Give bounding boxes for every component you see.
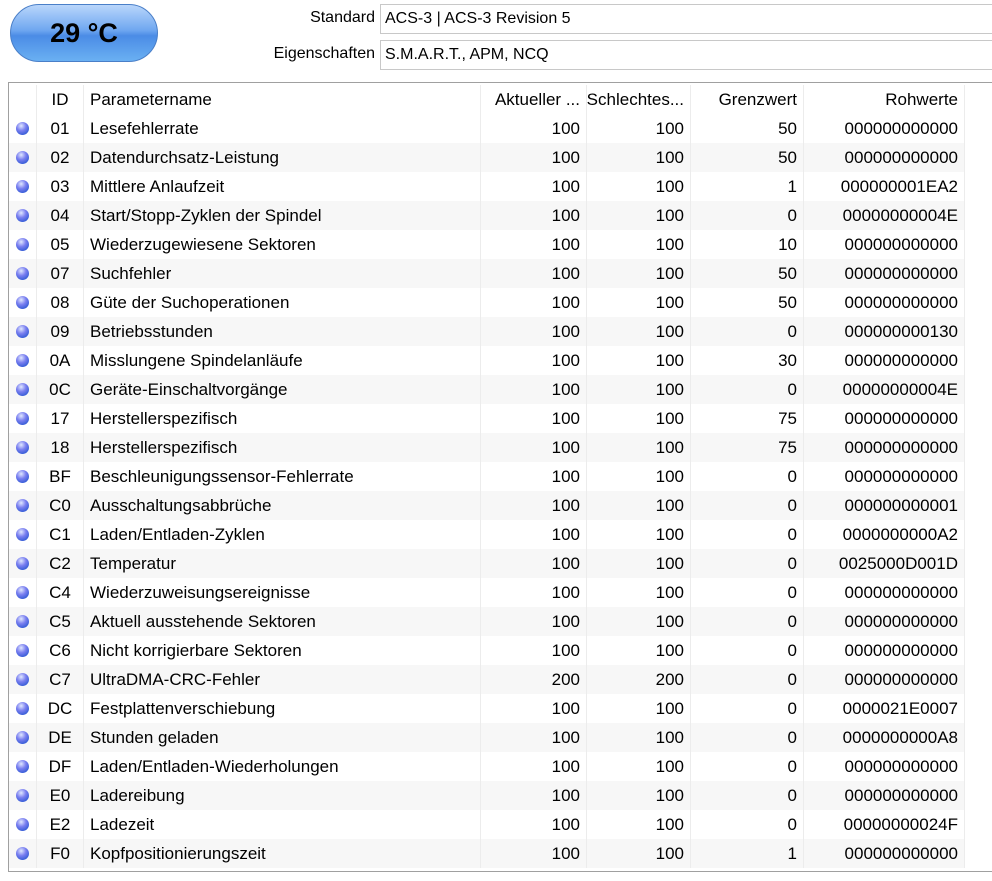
cell-id: C6 [37, 636, 84, 665]
status-cell [9, 375, 37, 404]
cell-threshold: 0 [691, 317, 804, 346]
status-cell [9, 491, 37, 520]
cell-threshold: 50 [691, 259, 804, 288]
cell-worst: 100 [587, 462, 691, 491]
status-cell [9, 404, 37, 433]
cell-current: 100 [481, 433, 587, 462]
cell-threshold: 50 [691, 143, 804, 172]
cell-worst: 100 [587, 143, 691, 172]
cell-name: Misslungene Spindelanläufe [84, 346, 481, 375]
cell-current: 100 [481, 172, 587, 201]
cell-id: 0C [37, 375, 84, 404]
table-row[interactable] [9, 578, 965, 607]
cell-name: Suchfehler [84, 259, 481, 288]
cell-current: 100 [481, 143, 587, 172]
cell-current: 100 [481, 607, 587, 636]
cell-id: C4 [37, 578, 84, 607]
cell-name: Start/Stopp-Zyklen der Spindel [84, 201, 481, 230]
table-row[interactable] [9, 491, 965, 520]
status-ok-icon [16, 470, 29, 483]
cell-threshold: 50 [691, 114, 804, 143]
cell-raw: 000000000000 [804, 665, 965, 694]
cell-id: F0 [37, 839, 84, 868]
cell-id: 08 [37, 288, 84, 317]
cell-raw: 000000000000 [804, 462, 965, 491]
cell-worst: 100 [587, 723, 691, 752]
table-row[interactable] [9, 781, 965, 810]
header-status[interactable] [9, 85, 37, 114]
status-cell [9, 143, 37, 172]
cell-worst: 100 [587, 317, 691, 346]
cell-raw: 000000000000 [804, 752, 965, 781]
table-row[interactable] [9, 665, 965, 694]
cell-name: Nicht korrigierbare Sektoren [84, 636, 481, 665]
cell-raw: 000000000130 [804, 317, 965, 346]
cell-name: Temperatur [84, 549, 481, 578]
cell-threshold: 0 [691, 665, 804, 694]
cell-raw: 0000021E0007 [804, 694, 965, 723]
cell-name: Kopfpositionierungszeit [84, 839, 481, 868]
status-cell [9, 694, 37, 723]
cell-worst: 100 [587, 404, 691, 433]
cell-raw: 000000000000 [804, 346, 965, 375]
cell-threshold: 0 [691, 781, 804, 810]
cell-raw: 000000000000 [804, 288, 965, 317]
cell-current: 100 [481, 288, 587, 317]
cell-current: 100 [481, 346, 587, 375]
status-cell [9, 810, 37, 839]
cell-current: 100 [481, 317, 587, 346]
table-row[interactable] [9, 607, 965, 636]
status-ok-icon [16, 499, 29, 512]
cell-id: 0A [37, 346, 84, 375]
cell-worst: 100 [587, 433, 691, 462]
cell-name: Wiederzuweisungsereignisse [84, 578, 481, 607]
cell-worst: 100 [587, 491, 691, 520]
status-cell [9, 230, 37, 259]
cell-current: 100 [481, 723, 587, 752]
cell-current: 100 [481, 114, 587, 143]
status-ok-icon [16, 673, 29, 686]
standard-label: Standard [310, 9, 375, 26]
cell-raw: 000000000000 [804, 259, 965, 288]
status-cell [9, 839, 37, 868]
status-cell [9, 636, 37, 665]
status-ok-icon [16, 383, 29, 396]
cell-id: BF [37, 462, 84, 491]
cell-id: 02 [37, 143, 84, 172]
cell-raw: 000000001EA2 [804, 172, 965, 201]
cell-raw: 000000000000 [804, 404, 965, 433]
cell-id: 07 [37, 259, 84, 288]
cell-threshold: 30 [691, 346, 804, 375]
status-cell [9, 781, 37, 810]
cell-current: 100 [481, 810, 587, 839]
cell-current: 100 [481, 404, 587, 433]
table-row[interactable] [9, 259, 965, 288]
status-cell [9, 201, 37, 230]
cell-worst: 100 [587, 259, 691, 288]
cell-current: 100 [481, 752, 587, 781]
cell-id: 01 [37, 114, 84, 143]
status-ok-icon [16, 354, 29, 367]
table-row[interactable] [9, 288, 965, 317]
cell-worst: 100 [587, 375, 691, 404]
cell-id: 05 [37, 230, 84, 259]
status-ok-icon [16, 441, 29, 454]
smart-table[interactable] [8, 82, 992, 872]
status-cell [9, 288, 37, 317]
status-cell [9, 723, 37, 752]
cell-id: E2 [37, 810, 84, 839]
cell-current: 100 [481, 462, 587, 491]
status-ok-icon [16, 528, 29, 541]
status-ok-icon [16, 702, 29, 715]
cell-name: Wiederzugewiesene Sektoren [84, 230, 481, 259]
table-row[interactable] [9, 346, 965, 375]
cell-worst: 100 [587, 578, 691, 607]
header-name[interactable]: Parametername [84, 85, 481, 114]
status-ok-icon [16, 615, 29, 628]
cell-raw: 0025000D001D [804, 549, 965, 578]
table-row[interactable] [9, 172, 965, 201]
table-row[interactable] [9, 636, 965, 665]
cell-raw: 000000000001 [804, 491, 965, 520]
table-row[interactable] [9, 520, 965, 549]
status-ok-icon [16, 122, 29, 135]
cell-name: Geräte-Einschaltvorgänge [84, 375, 481, 404]
table-row[interactable] [9, 433, 965, 462]
cell-current: 100 [481, 549, 587, 578]
cell-name: Mittlere Anlaufzeit [84, 172, 481, 201]
cell-threshold: 75 [691, 404, 804, 433]
table-row[interactable] [9, 839, 965, 868]
cell-threshold: 0 [691, 694, 804, 723]
cell-current: 100 [481, 636, 587, 665]
status-ok-icon [16, 847, 29, 860]
status-ok-icon [16, 760, 29, 773]
cell-threshold: 0 [691, 375, 804, 404]
cell-worst: 100 [587, 810, 691, 839]
cell-id: 03 [37, 172, 84, 201]
status-ok-icon [16, 557, 29, 570]
cell-current: 100 [481, 694, 587, 723]
cell-worst: 100 [587, 839, 691, 868]
cell-name: Ladereibung [84, 781, 481, 810]
cell-threshold: 0 [691, 810, 804, 839]
table-row[interactable] [9, 549, 965, 578]
cell-threshold: 0 [691, 462, 804, 491]
status-cell [9, 665, 37, 694]
cell-raw: 00000000024F [804, 810, 965, 839]
status-cell [9, 346, 37, 375]
table-row[interactable] [9, 462, 965, 491]
cell-current: 100 [481, 520, 587, 549]
cell-threshold: 50 [691, 288, 804, 317]
cell-threshold: 0 [691, 549, 804, 578]
cell-id: 18 [37, 433, 84, 462]
cell-name: Herstellerspezifisch [84, 404, 481, 433]
cell-worst: 100 [587, 288, 691, 317]
status-ok-icon [16, 325, 29, 338]
temperature-badge: 29 °C [10, 4, 158, 62]
cell-id: DC [37, 694, 84, 723]
cell-raw: 000000000000 [804, 839, 965, 868]
cell-worst: 100 [587, 752, 691, 781]
table-row[interactable] [9, 723, 965, 752]
cell-name: Beschleunigungssensor-Fehlerrate [84, 462, 481, 491]
cell-threshold: 1 [691, 839, 804, 868]
cell-worst: 100 [587, 549, 691, 578]
status-ok-icon [16, 818, 29, 831]
cell-threshold: 0 [691, 636, 804, 665]
header-threshold[interactable]: Grenzwert [691, 85, 804, 114]
cell-current: 100 [481, 201, 587, 230]
status-cell [9, 317, 37, 346]
cell-raw: 000000000000 [804, 607, 965, 636]
cell-raw: 0000000000A2 [804, 520, 965, 549]
cell-name: Festplattenverschiebung [84, 694, 481, 723]
cell-id: 17 [37, 404, 84, 433]
table-row[interactable] [9, 143, 965, 172]
table-row[interactable] [9, 752, 965, 781]
cell-current: 100 [481, 259, 587, 288]
cell-id: C7 [37, 665, 84, 694]
cell-name: Herstellerspezifisch [84, 433, 481, 462]
cell-raw: 000000000000 [804, 143, 965, 172]
cell-worst: 200 [587, 665, 691, 694]
cell-current: 100 [481, 230, 587, 259]
cell-raw: 000000000000 [804, 578, 965, 607]
status-ok-icon [16, 789, 29, 802]
cell-raw: 0000000000A8 [804, 723, 965, 752]
cell-raw: 000000000000 [804, 230, 965, 259]
cell-worst: 100 [587, 230, 691, 259]
cell-name: Stunden geladen [84, 723, 481, 752]
standard-field[interactable]: ACS-3 | ACS-3 Revision 5 [380, 4, 992, 34]
header-current[interactable]: Aktueller ... [481, 85, 587, 114]
status-ok-icon [16, 238, 29, 251]
table-row[interactable] [9, 375, 965, 404]
cell-id: C2 [37, 549, 84, 578]
table-header [9, 85, 965, 114]
cell-threshold: 10 [691, 230, 804, 259]
cell-id: C5 [37, 607, 84, 636]
status-ok-icon [16, 296, 29, 309]
cell-worst: 100 [587, 636, 691, 665]
cell-name: Aktuell ausstehende Sektoren [84, 607, 481, 636]
status-ok-icon [16, 151, 29, 164]
status-cell [9, 462, 37, 491]
cell-worst: 100 [587, 346, 691, 375]
status-ok-icon [16, 412, 29, 425]
cell-current: 200 [481, 665, 587, 694]
status-cell [9, 520, 37, 549]
status-cell [9, 172, 37, 201]
cell-raw: 000000000000 [804, 114, 965, 143]
table-row[interactable] [9, 114, 965, 143]
table-row[interactable] [9, 404, 965, 433]
cell-name: Datendurchsatz-Leistung [84, 143, 481, 172]
cell-name: Güte der Suchoperationen [84, 288, 481, 317]
cell-raw: 000000000000 [804, 781, 965, 810]
status-ok-icon [16, 586, 29, 599]
status-cell [9, 752, 37, 781]
table-row[interactable] [9, 810, 965, 839]
status-cell [9, 433, 37, 462]
features-label: Eigenschaften [273, 45, 375, 62]
cell-name: Ausschaltungsabbrüche [84, 491, 481, 520]
cell-id: 04 [37, 201, 84, 230]
cell-worst: 100 [587, 201, 691, 230]
cell-id: C0 [37, 491, 84, 520]
cell-current: 100 [481, 578, 587, 607]
features-field[interactable]: S.M.A.R.T., APM, NCQ [380, 40, 992, 70]
status-ok-icon [16, 731, 29, 744]
cell-worst: 100 [587, 114, 691, 143]
status-ok-icon [16, 644, 29, 657]
status-cell [9, 607, 37, 636]
header-id[interactable]: ID [37, 85, 84, 114]
cell-id: DE [37, 723, 84, 752]
cell-threshold: 0 [691, 491, 804, 520]
header-worst[interactable]: Schlechtes... [587, 85, 691, 114]
cell-threshold: 0 [691, 723, 804, 752]
cell-name: Betriebsstunden [84, 317, 481, 346]
cell-current: 100 [481, 839, 587, 868]
cell-raw: 000000000000 [804, 433, 965, 462]
cell-worst: 100 [587, 607, 691, 636]
status-ok-icon [16, 180, 29, 193]
cell-threshold: 0 [691, 578, 804, 607]
cell-name: Lesefehlerrate [84, 114, 481, 143]
header-raw[interactable]: Rohwerte [804, 85, 965, 114]
cell-id: C1 [37, 520, 84, 549]
table-row[interactable] [9, 694, 965, 723]
table-row[interactable] [9, 230, 965, 259]
cell-threshold: 0 [691, 607, 804, 636]
cell-threshold: 0 [691, 752, 804, 781]
cell-threshold: 1 [691, 172, 804, 201]
cell-raw: 00000000004E [804, 201, 965, 230]
cell-threshold: 0 [691, 201, 804, 230]
cell-id: DF [37, 752, 84, 781]
cell-name: Laden/Entladen-Zyklen [84, 520, 481, 549]
table-row[interactable] [9, 201, 965, 230]
cell-worst: 100 [587, 781, 691, 810]
cell-current: 100 [481, 491, 587, 520]
cell-current: 100 [481, 375, 587, 404]
status-cell [9, 114, 37, 143]
cell-name: Ladezeit [84, 810, 481, 839]
cell-threshold: 0 [691, 520, 804, 549]
status-ok-icon [16, 267, 29, 280]
status-cell [9, 578, 37, 607]
status-cell [9, 259, 37, 288]
cell-worst: 100 [587, 520, 691, 549]
cell-name: Laden/Entladen-Wiederholungen [84, 752, 481, 781]
status-ok-icon [16, 209, 29, 222]
cell-worst: 100 [587, 172, 691, 201]
cell-current: 100 [481, 781, 587, 810]
table-row[interactable] [9, 317, 965, 346]
cell-raw: 00000000004E [804, 375, 965, 404]
cell-threshold: 75 [691, 433, 804, 462]
cell-worst: 100 [587, 694, 691, 723]
cell-name: UltraDMA-CRC-Fehler [84, 665, 481, 694]
cell-raw: 000000000000 [804, 636, 965, 665]
cell-id: E0 [37, 781, 84, 810]
status-cell [9, 549, 37, 578]
cell-id: 09 [37, 317, 84, 346]
